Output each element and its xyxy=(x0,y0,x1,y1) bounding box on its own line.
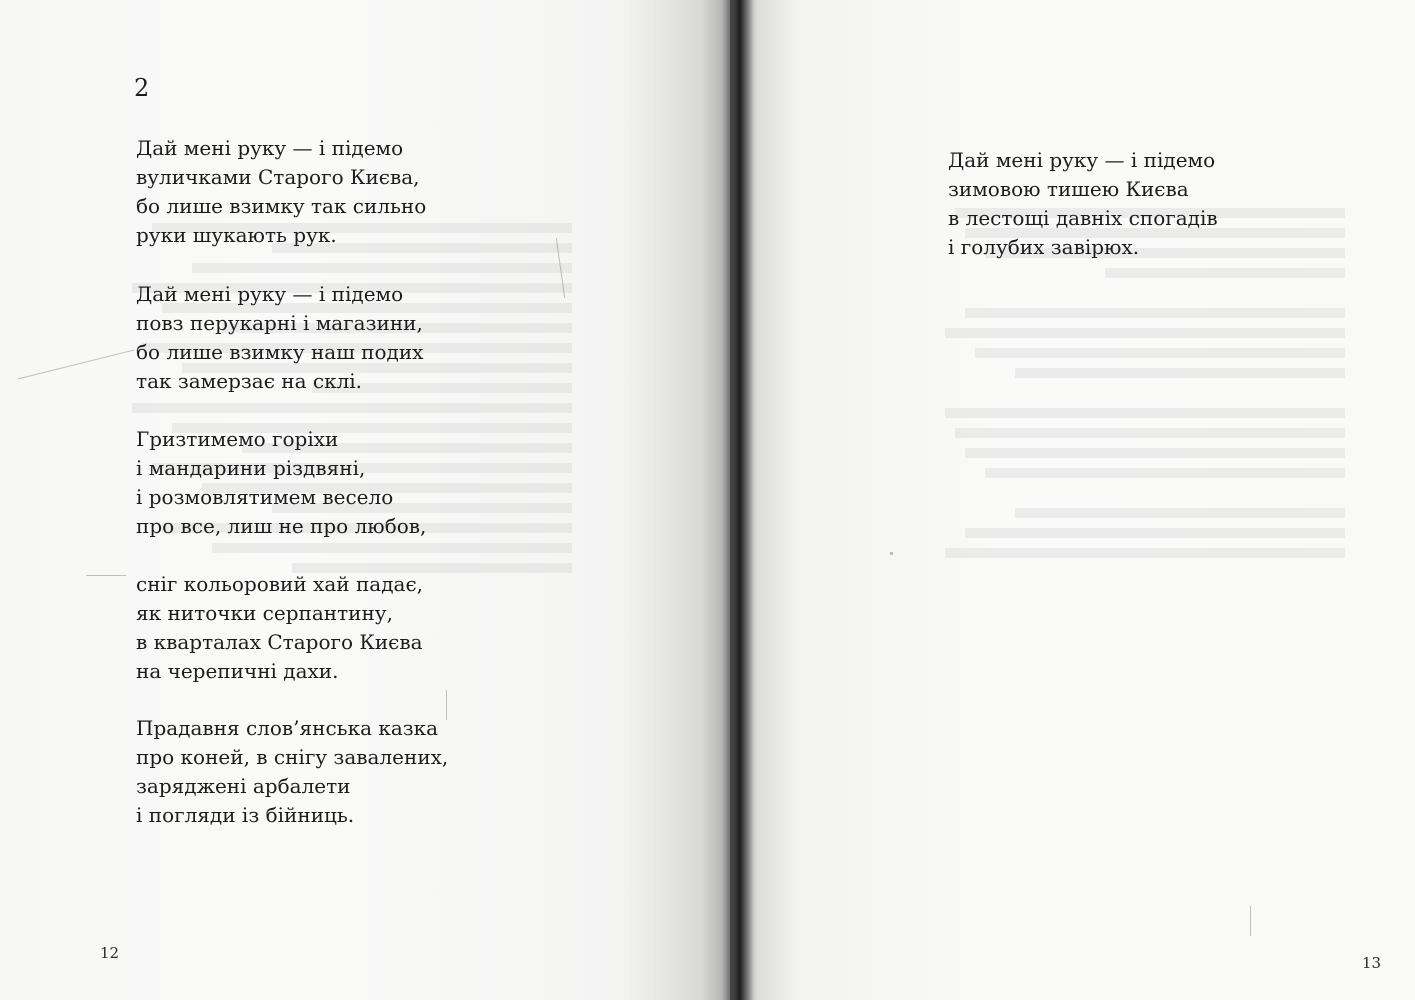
stanza-3 xyxy=(136,425,426,541)
verse-line: і погляди із бійниць. xyxy=(136,803,355,827)
stanza-4 xyxy=(136,570,423,686)
paper-speck xyxy=(890,552,893,555)
verse-line: вуличками Старого Києва, xyxy=(136,165,420,189)
verse-line: і мандарини різдвяні, xyxy=(136,456,366,480)
stanza-1 xyxy=(136,134,426,250)
verse-line: як ниточки серпантину, xyxy=(136,601,393,625)
paper-scratch xyxy=(86,575,126,576)
paper-scratch xyxy=(1250,906,1251,936)
book-gutter-shadow xyxy=(722,0,754,1000)
verse-line: так замерзає на склі. xyxy=(136,369,363,393)
poem-number: 2 xyxy=(134,74,150,102)
verse-line: повз перукарні і магазини, xyxy=(136,311,423,335)
paper-scratch xyxy=(18,349,135,379)
right-page xyxy=(730,0,1415,1000)
verse-line: в лестощі давніх спогадів xyxy=(948,206,1218,230)
verse-line: Дай мені руку — і підемо xyxy=(948,148,1216,172)
verse-line: в кварталах Старого Києва xyxy=(136,630,423,654)
verse-line: Дай мені руку — і підемо xyxy=(136,136,404,160)
stanza-2 xyxy=(136,280,423,396)
verse-line: про все, лиш не про любов, xyxy=(136,514,427,538)
verse-line: і голубих завірюх. xyxy=(948,235,1140,259)
paper-scratch xyxy=(556,238,565,298)
verse-line: Гризтимемо горіхи xyxy=(136,427,339,451)
verse-line: сніг кольоровий хай падає, xyxy=(136,572,424,596)
verse-line: про коней, в снігу завалених, xyxy=(136,745,449,769)
verse-line: руки шукають рук. xyxy=(136,223,337,247)
page-number-left: 12 xyxy=(100,944,120,962)
verse-line: Прадавня слов’янська казка xyxy=(136,716,439,740)
verse-line: заряджені арбалети xyxy=(136,774,351,798)
verse-line: бо лише взимку наш подих xyxy=(136,340,424,364)
verse-line: і розмовлятимем весело xyxy=(136,485,394,509)
stanza-5 xyxy=(136,714,448,830)
verse-line: на черепичні дахи. xyxy=(136,659,339,683)
stanza-1 xyxy=(948,146,1218,262)
page-number-right: 13 xyxy=(1362,954,1382,972)
verse-line: Дай мені руку — і підемо xyxy=(136,282,404,306)
verse-line: зимовою тишею Києва xyxy=(948,177,1189,201)
verse-line: бо лише взимку так сильно xyxy=(136,194,427,218)
